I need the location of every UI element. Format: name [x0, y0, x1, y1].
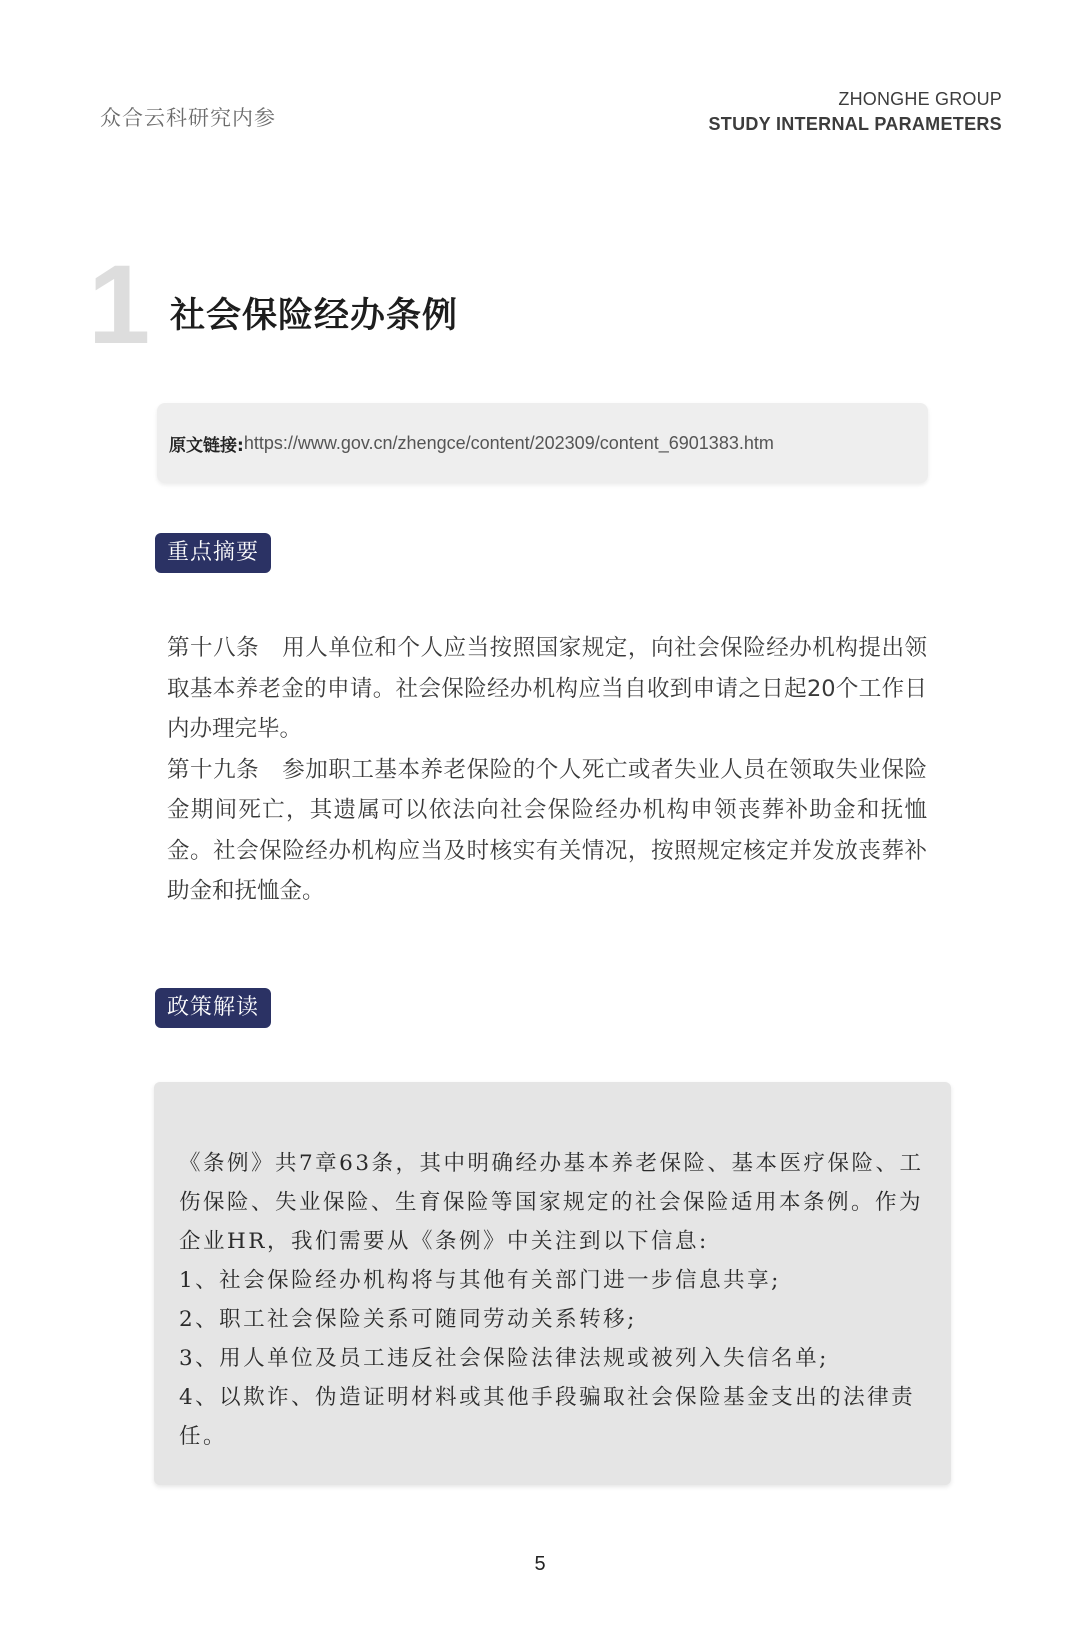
policy-item: 1、社会保险经办机构将与其他有关部门进一步信息共享; — [179, 1268, 781, 1293]
summary-paragraph: 第十九条 参加职工基本养老保险的个人死亡或者失业人员在领取失业保险金期间死亡，其遗属可以依法向社会保险经办机构申领丧葬补助金和抚恤金。社会保险经办机构应当及时核实有关情况，按照规定核定并发放丧葬补助金和抚恤金。 — [167, 756, 927, 904]
source-link-label: 原文链接: — [169, 435, 244, 456]
policy-item: 4、以欺诈、伪造证明材料或其他手段骗取社会保险基金支出的法律责任。 — [179, 1385, 916, 1449]
header-brand-line1: ZHONGHE GROUP — [838, 89, 1002, 109]
section-title: 社会保险经办条例 — [170, 296, 459, 336]
section-number: 1 — [88, 242, 151, 367]
header-brand-line2: STUDY INTERNAL PARAMETERS — [708, 114, 1002, 134]
header-title: 众合云科研究内参 — [100, 106, 276, 130]
page-number: 5 — [534, 1553, 546, 1575]
header-brand — [708, 87, 1002, 137]
source-link-url[interactable]: https://www.gov.cn/zhengce/content/202309/content_6901383.htm — [243, 432, 774, 453]
policy-item: 3、用人单位及员工违反社会保险法律法规或被列入失信名单; — [179, 1346, 829, 1371]
source-link-box — [157, 403, 928, 483]
policy-intro: 《条例》共7章63条，其中明确经办基本养老保险、基本医疗保险、工伤保险、失业保险、生育保险等国家规定的社会保险适用本条例。作为企业HR，我们需要从《条例》中关注到以下信息: — [179, 1151, 924, 1254]
policy-body — [179, 1144, 939, 1456]
policy-item: 2、职工社会保险关系可随同劳动关系转移; — [179, 1307, 637, 1332]
summary-body — [167, 628, 927, 912]
summary-paragraph: 第十八条 用人单位和个人应当按照国家规定，向社会保险经办机构提出领取基本养老金的申请。社会保险经办机构应当自收到申请之日起20个工作日内办理完毕。 — [167, 635, 927, 742]
summary-tag: 重点摘要 — [155, 533, 271, 573]
policy-tag: 政策解读 — [155, 988, 271, 1028]
